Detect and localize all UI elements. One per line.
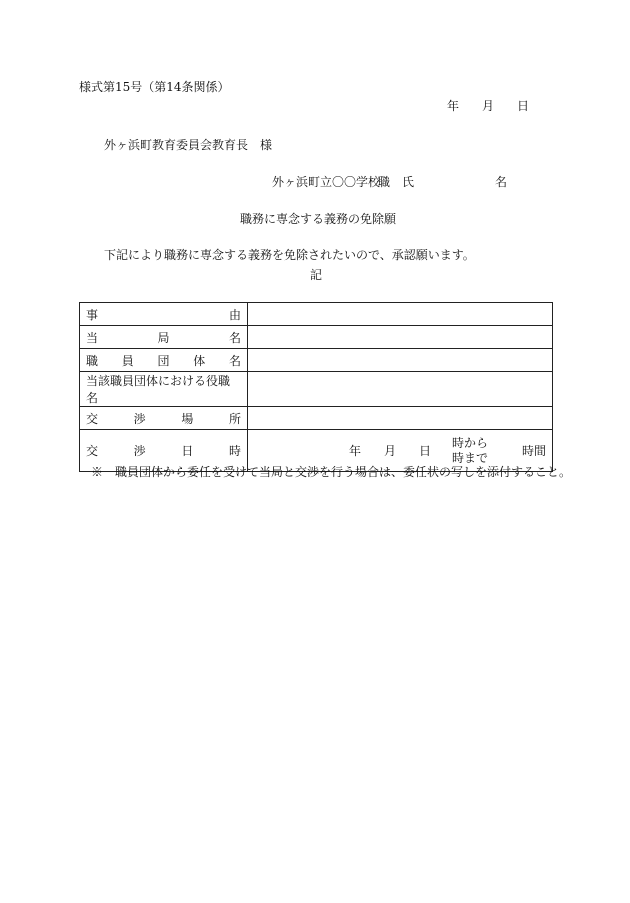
time-year-label: 年: [349, 444, 362, 458]
sender-title-label: 職 氏: [378, 175, 415, 189]
table-row: [80, 326, 553, 349]
row-label-text: [80, 306, 247, 323]
row-label-text: [80, 329, 247, 346]
row-label: [80, 372, 248, 407]
row-value-field[interactable]: [248, 349, 553, 372]
date-day-label: 日: [517, 99, 530, 113]
row-label-char: 場: [181, 411, 194, 426]
row-label-char: 時: [228, 444, 241, 458]
footnote: ※ 職員団体から委任を受けて当局と交渉を行う場合は、委任状の写しを添付すること。: [91, 465, 572, 479]
row-value-field[interactable]: [248, 303, 553, 326]
row-label-char: 交: [86, 411, 99, 426]
row-label-char: 事: [86, 307, 99, 322]
addressee: 外ヶ浜町教育委員会教育長 様: [104, 138, 273, 152]
table-row: [80, 349, 553, 372]
document-title: 職務に専念する義務の免除願: [240, 212, 397, 226]
table-row: [80, 407, 553, 430]
sender-school: 外ヶ浜町立〇〇学校: [272, 175, 381, 189]
row-label-char: 由: [228, 307, 241, 322]
row-value-field[interactable]: [248, 407, 553, 430]
row-label-char: 名: [228, 330, 241, 345]
row-label-char: 団: [157, 353, 170, 368]
row-label-char: 職: [86, 353, 99, 368]
row-label-char: 当該職員団体における役職名: [86, 374, 231, 405]
date-month-label: 月: [482, 99, 495, 113]
time-month-label: 月: [384, 444, 397, 458]
row-label-char: 渉: [133, 411, 146, 426]
row-label-text: [80, 372, 247, 406]
row-label-char: 名: [228, 353, 241, 368]
time-day-label: 日: [419, 444, 432, 458]
table-row: [80, 372, 553, 407]
row-label-char: 渉: [133, 444, 146, 458]
table-row: [80, 303, 553, 326]
time-from-label: 時から: [452, 436, 489, 450]
row-label: [80, 407, 248, 430]
time-to-label: 時まで: [452, 451, 489, 465]
row-label: [80, 303, 248, 326]
row-label-char: 所: [228, 411, 241, 426]
row-label-char: 体: [193, 353, 206, 368]
row-label: [80, 349, 248, 372]
row-label-char: 日: [181, 444, 194, 458]
row-label-char: 員: [121, 353, 134, 368]
form-number: 様式第15号（第14条関係）: [79, 80, 230, 94]
row-value-field[interactable]: [248, 372, 553, 407]
body-text: 下記により職務に専念する義務を免除されたいので、承認願います。: [104, 248, 475, 262]
row-label-text: [80, 352, 247, 369]
row-label-text: [80, 410, 247, 427]
row-value-field[interactable]: [248, 326, 553, 349]
row-label-text: [80, 442, 247, 459]
time-hours-label: 時間: [522, 444, 547, 458]
row-label-char: 交: [86, 444, 99, 458]
date-year-label: 年: [447, 99, 460, 113]
row-label-char: 当: [86, 330, 99, 345]
row-label-char: 局: [157, 330, 170, 345]
sender-name-label: 名: [495, 175, 508, 189]
detail-table: [79, 302, 553, 472]
row-label: [80, 326, 248, 349]
ki-heading: 記: [310, 268, 323, 282]
